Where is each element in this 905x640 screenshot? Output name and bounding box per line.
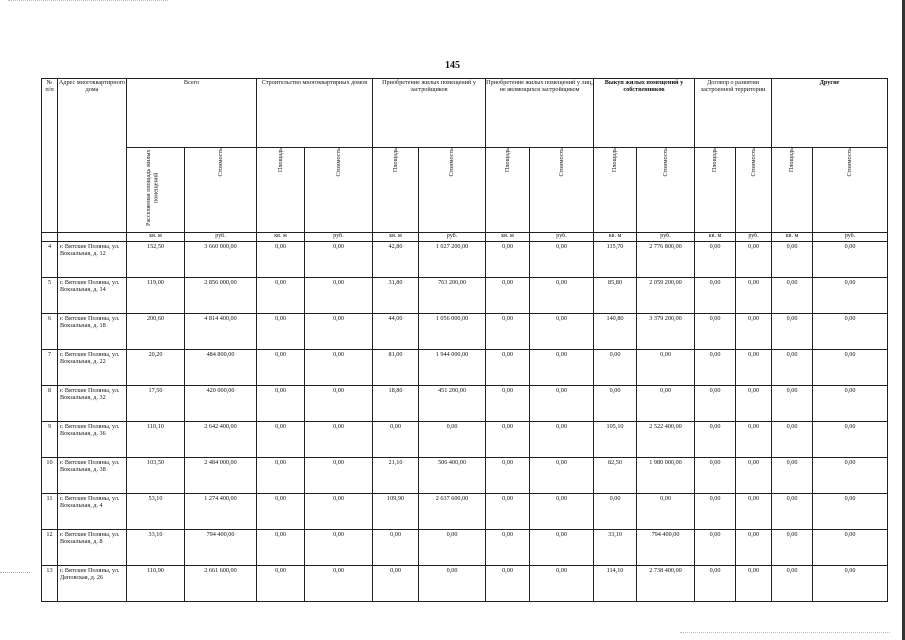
row-value: 0,00 [530, 422, 594, 458]
table-row [42, 278, 888, 314]
scan-artifact-top [8, 0, 168, 4]
row-address: г. Вятские Поляны, ул. Вокзальная, д. 36 [58, 422, 127, 458]
row-value: 0,00 [772, 530, 813, 566]
row-value: 1 274 400,00 [185, 494, 257, 530]
subheader-label: Стоимость [334, 148, 342, 177]
subheader-label: Площадь [711, 148, 719, 173]
row-value: 0,00 [637, 494, 695, 530]
row-value: 763 200,00 [419, 278, 486, 314]
row-value: 0,00 [257, 458, 305, 494]
units-spacer [42, 233, 58, 242]
row-value: 0,00 [530, 314, 594, 350]
subheader-cell [772, 148, 813, 233]
unit-cell: руб. [637, 233, 695, 242]
row-value: 1 944 000,00 [419, 350, 486, 386]
unit-cell: руб. [305, 233, 373, 242]
header-group-construction: Строительство многоквартирных домов [257, 79, 373, 148]
row-value: 0,00 [257, 566, 305, 602]
row-number: 7 [42, 350, 58, 386]
row-value: 0,00 [305, 350, 373, 386]
subheader-label: Стоимость [749, 148, 757, 177]
row-value: 0,00 [305, 530, 373, 566]
row-address: г. Вятские Поляны, ул. Вокзальная, д. 8 [58, 530, 127, 566]
row-value: 81,00 [373, 350, 419, 386]
row-value: 115,70 [594, 242, 637, 278]
row-number: 4 [42, 242, 58, 278]
row-value: 0,00 [695, 350, 736, 386]
subheader-cell [594, 148, 637, 233]
subheader-label: Площадь [503, 148, 511, 173]
row-value: 0,00 [486, 278, 530, 314]
row-value: 0,00 [486, 566, 530, 602]
row-address: г. Вятские Поляны, ул. Вокзальная, д. 22 [58, 350, 127, 386]
subheader-label: Стоимость [557, 148, 565, 177]
row-value: 794 400,00 [185, 530, 257, 566]
unit-cell: руб. [419, 233, 486, 242]
row-value: 0,00 [813, 458, 888, 494]
row-value: 484 800,00 [185, 350, 257, 386]
row-value: 0,00 [305, 494, 373, 530]
row-value: 0,00 [257, 422, 305, 458]
row-value: 0,00 [772, 314, 813, 350]
row-number: 6 [42, 314, 58, 350]
row-number: 8 [42, 386, 58, 422]
row-address: г. Вятские Поляны, ул. Вокзальная, д. 12 [58, 242, 127, 278]
row-value: 0,00 [695, 422, 736, 458]
unit-cell: руб. [736, 233, 772, 242]
subheader-label: Стоимость [661, 148, 669, 177]
row-value: 0,00 [813, 386, 888, 422]
unit-cell: руб. [813, 233, 888, 242]
row-value: 0,00 [736, 350, 772, 386]
row-value: 0,00 [486, 314, 530, 350]
row-value: 2 059 200,00 [637, 278, 695, 314]
row-value: 0,00 [594, 350, 637, 386]
subheader-cell [127, 148, 185, 233]
row-value: 0,00 [813, 314, 888, 350]
row-number: 11 [42, 494, 58, 530]
row-value: 20,20 [127, 350, 185, 386]
unit-cell: кв. м [772, 233, 813, 242]
row-value: 0,00 [257, 494, 305, 530]
subheader-label: Стоимость [448, 148, 456, 177]
row-value: 0,00 [305, 278, 373, 314]
row-value: 0,00 [772, 422, 813, 458]
row-value: 85,80 [594, 278, 637, 314]
row-value: 420 000,00 [185, 386, 257, 422]
row-value: 0,00 [530, 530, 594, 566]
row-value: 0,00 [813, 278, 888, 314]
row-value: 17,50 [127, 386, 185, 422]
row-value: 0,00 [736, 494, 772, 530]
subheader-label: Стоимость [216, 148, 224, 177]
row-value: 0,00 [486, 530, 530, 566]
row-value: 105,10 [594, 422, 637, 458]
row-value: 1 056 000,00 [419, 314, 486, 350]
table-row [42, 566, 888, 602]
row-value: 110,10 [127, 422, 185, 458]
row-value: 4 814 400,00 [185, 314, 257, 350]
row-value: 2 856 000,00 [185, 278, 257, 314]
row-value: 0,00 [813, 566, 888, 602]
row-value: 0,00 [695, 242, 736, 278]
subheader-label: Расселяемая площадь жилых помещений [144, 149, 159, 227]
unit-cell: кв. м [373, 233, 419, 242]
subheader-cell [185, 148, 257, 233]
row-value: 0,00 [594, 494, 637, 530]
row-value: 33,10 [594, 530, 637, 566]
row-number: 9 [42, 422, 58, 458]
scan-artifact-bottom [680, 632, 890, 635]
row-value: 2 642 400,00 [185, 422, 257, 458]
row-value: 110,90 [127, 566, 185, 602]
row-value: 44,00 [373, 314, 419, 350]
row-value: 0,00 [419, 566, 486, 602]
unit-cell: руб. [530, 233, 594, 242]
row-address: г. Вятские Поляны, ул. Вокзальная, д. 32 [58, 386, 127, 422]
row-value: 0,00 [772, 242, 813, 278]
row-value: 82,50 [594, 458, 637, 494]
row-value: 0,00 [373, 566, 419, 602]
subheader-cell [530, 148, 594, 233]
header-units-row [42, 233, 888, 242]
row-value: 2 522 400,00 [637, 422, 695, 458]
row-value: 33,10 [127, 530, 185, 566]
row-value: 0,00 [736, 530, 772, 566]
subheader-label: Стоимость [846, 148, 854, 177]
table-row [42, 494, 888, 530]
subheader-cell [813, 148, 888, 233]
subheader-label: Площадь [611, 148, 619, 173]
page-number: 145 [445, 60, 460, 71]
row-value: 0,00 [637, 386, 695, 422]
row-value: 0,00 [305, 422, 373, 458]
row-value: 0,00 [637, 350, 695, 386]
row-value: 42,80 [373, 242, 419, 278]
row-value: 152,50 [127, 242, 185, 278]
row-value: 0,00 [695, 530, 736, 566]
unit-cell: кв. м [257, 233, 305, 242]
resettlement-table [41, 78, 888, 602]
table-row [42, 242, 888, 278]
row-value: 506 400,00 [419, 458, 486, 494]
row-value: 53,10 [127, 494, 185, 530]
row-value: 3 379 200,00 [637, 314, 695, 350]
row-value: 0,00 [305, 566, 373, 602]
subheader-cell [695, 148, 736, 233]
subheader-cell [736, 148, 772, 233]
header-group-total: Всего [127, 79, 257, 148]
row-value: 0,00 [736, 458, 772, 494]
table-row [42, 350, 888, 386]
row-value: 451 200,00 [419, 386, 486, 422]
header-address: Адрес многоквартирного дома [58, 79, 127, 233]
subheader-cell [305, 148, 373, 233]
row-value: 0,00 [772, 278, 813, 314]
row-address: г. Вятские Поляны, ул. Вокзальная, д. 14 [58, 278, 127, 314]
row-value: 0,00 [305, 458, 373, 494]
row-value: 0,00 [736, 422, 772, 458]
row-value: 0,00 [373, 422, 419, 458]
row-value: 0,00 [257, 314, 305, 350]
row-value: 0,00 [257, 278, 305, 314]
header-subheader-row [42, 148, 888, 233]
row-value: 0,00 [813, 242, 888, 278]
row-number: 5 [42, 278, 58, 314]
row-value: 0,00 [813, 350, 888, 386]
row-value: 0,00 [530, 242, 594, 278]
row-value: 0,00 [813, 422, 888, 458]
row-value: 0,00 [486, 350, 530, 386]
row-value: 21,10 [373, 458, 419, 494]
subheader-cell [257, 148, 305, 233]
row-value: 0,00 [772, 458, 813, 494]
subheader-cell [637, 148, 695, 233]
header-group-other: Другие [772, 79, 888, 148]
row-value: 0,00 [695, 278, 736, 314]
row-number: 12 [42, 530, 58, 566]
row-value: 0,00 [419, 530, 486, 566]
unit-cell: кв. м [486, 233, 530, 242]
subheader-cell [419, 148, 486, 233]
row-value: 0,00 [530, 386, 594, 422]
row-value: 0,00 [736, 278, 772, 314]
row-value: 0,00 [257, 530, 305, 566]
row-value: 0,00 [772, 566, 813, 602]
row-value: 0,00 [530, 350, 594, 386]
row-value: 0,00 [486, 458, 530, 494]
row-address: г. Вятские Поляны, ул. Деповская, д. 26 [58, 566, 127, 602]
row-value: 0,00 [305, 386, 373, 422]
row-value: 0,00 [736, 242, 772, 278]
header-group-purchase-developers: Приобретение жилых помещений у застройщиков [373, 79, 486, 148]
subheader-label: Площадь [391, 148, 399, 173]
unit-cell: кв. м [695, 233, 736, 242]
row-value: 0,00 [813, 494, 888, 530]
row-value: 0,00 [486, 242, 530, 278]
row-value: 0,00 [594, 386, 637, 422]
header-num: № п/п [42, 79, 58, 233]
row-value: 1 980 000,00 [637, 458, 695, 494]
row-value: 0,00 [695, 566, 736, 602]
row-value: 18,80 [373, 386, 419, 422]
row-value: 0,00 [486, 386, 530, 422]
row-value: 0,00 [695, 314, 736, 350]
table-row [42, 386, 888, 422]
unit-cell: кв. м [127, 233, 185, 242]
row-value: 0,00 [695, 386, 736, 422]
subheader-cell [373, 148, 419, 233]
row-value: 0,00 [486, 494, 530, 530]
row-value: 3 660 000,00 [185, 242, 257, 278]
row-value: 2 484 000,00 [185, 458, 257, 494]
row-value: 1 027 200,00 [419, 242, 486, 278]
header-group-row [42, 79, 888, 148]
row-value: 0,00 [257, 242, 305, 278]
row-value: 0,00 [530, 566, 594, 602]
row-value: 0,00 [530, 278, 594, 314]
row-value: 0,00 [813, 530, 888, 566]
row-value: 0,00 [695, 494, 736, 530]
row-value: 0,00 [530, 458, 594, 494]
unit-cell: руб. [185, 233, 257, 242]
row-value: 200,60 [127, 314, 185, 350]
row-value: 109,90 [373, 494, 419, 530]
row-value: 0,00 [772, 494, 813, 530]
subheader-cell [486, 148, 530, 233]
row-value: 0,00 [419, 422, 486, 458]
table-row [42, 530, 888, 566]
row-value: 2 661 600,00 [185, 566, 257, 602]
table-row [42, 422, 888, 458]
row-value: 119,00 [127, 278, 185, 314]
row-value: 2 637 600,00 [419, 494, 486, 530]
unit-cell: кв. м [594, 233, 637, 242]
row-value: 0,00 [736, 314, 772, 350]
row-value: 0,00 [373, 530, 419, 566]
header-group-purchase-non-developers: Приобретение жилых помещений у лиц, не являющихся застройщиком [486, 79, 594, 148]
header-group-buyout: Выкуп жилых помещений у собственников [594, 79, 695, 148]
subheader-label: Площадь [788, 148, 796, 173]
row-address: г. Вятские Поляны, ул. Вокзальная, д. 38 [58, 458, 127, 494]
row-value: 0,00 [530, 494, 594, 530]
subheader-label: Площадь [276, 148, 284, 173]
row-address: г. Вятские Поляны, ул. Вокзальная, д. 18 [58, 314, 127, 350]
row-address: г. Вятские Поляны, ул. Вокзальная, д. 4 [58, 494, 127, 530]
header-group-development-agreement: Договор о развитии застроенной территории [695, 79, 772, 148]
row-value: 0,00 [257, 350, 305, 386]
table-row [42, 458, 888, 494]
row-value: 31,80 [373, 278, 419, 314]
row-value: 103,50 [127, 458, 185, 494]
units-spacer [58, 233, 127, 242]
row-value: 0,00 [305, 314, 373, 350]
scan-artifact-left [0, 572, 30, 573]
row-value: 0,00 [736, 386, 772, 422]
row-value: 2 776 800,00 [637, 242, 695, 278]
row-value: 0,00 [772, 350, 813, 386]
row-value: 0,00 [772, 386, 813, 422]
table-row [42, 314, 888, 350]
row-value: 0,00 [695, 458, 736, 494]
row-value: 0,00 [257, 386, 305, 422]
row-value: 0,00 [736, 566, 772, 602]
row-value: 2 738 400,00 [637, 566, 695, 602]
row-number: 10 [42, 458, 58, 494]
row-value: 140,80 [594, 314, 637, 350]
row-value: 114,10 [594, 566, 637, 602]
row-number: 13 [42, 566, 58, 602]
row-value: 0,00 [305, 242, 373, 278]
row-value: 794 400,00 [637, 530, 695, 566]
row-value: 0,00 [486, 422, 530, 458]
